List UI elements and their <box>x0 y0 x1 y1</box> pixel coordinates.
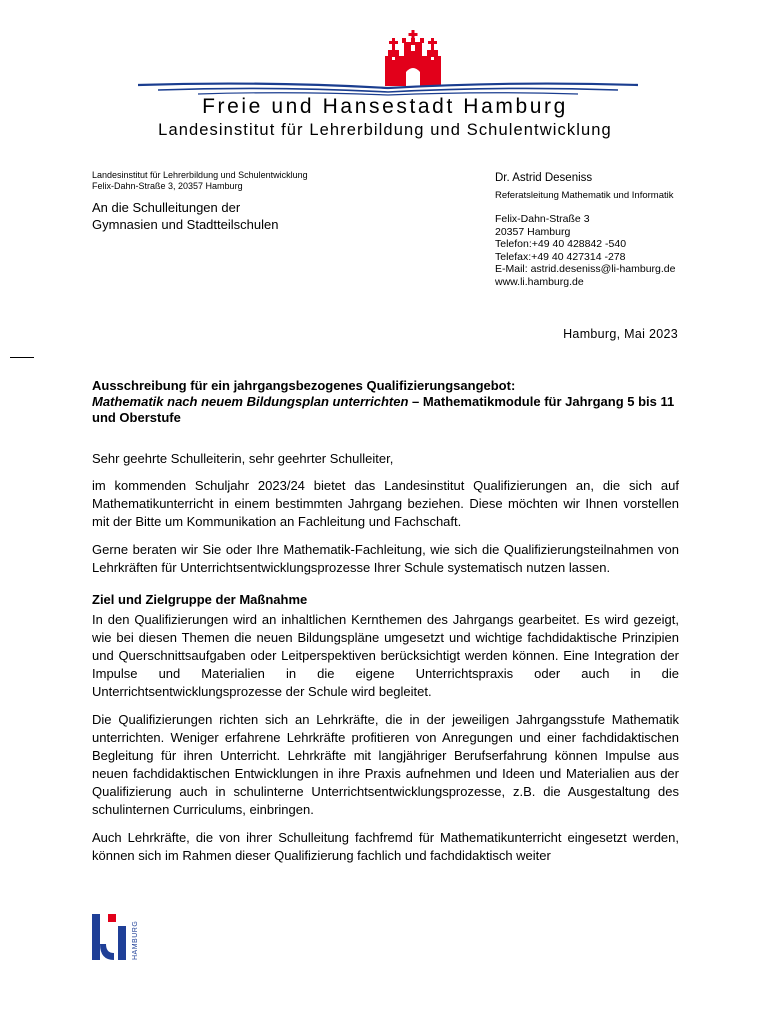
section-heading: Ziel und Zielgruppe der Maßnahme <box>92 592 308 607</box>
blue-waves-decoration <box>138 82 638 96</box>
li-hamburg-logo-icon <box>92 910 140 964</box>
subject-line-1: Ausschreibung für ein jahrgangsbezogenes Qualifizierungsangebot: <box>92 378 516 393</box>
sender-line-1: Landesinstitut für Lehrerbildung und Schulentwicklung <box>92 170 308 180</box>
letter-date: Hamburg, Mai 2023 <box>563 327 678 341</box>
salutation: Sehr geehrte Schulleiterin, sehr geehrter Schulleiter, <box>92 451 394 466</box>
contact-name: Dr. Astrid Deseniss <box>495 172 593 184</box>
contact-street: Felix-Dahn-Straße 3 <box>495 213 590 225</box>
letter-subject <box>92 378 679 426</box>
recipient-line-2: Gymnasien und Stadtteilschulen <box>92 217 279 232</box>
sender-return-address <box>92 170 308 192</box>
contact-city: 20357 Hamburg <box>495 225 571 238</box>
institution-title: Freie und Hansestadt Hamburg <box>202 95 568 118</box>
paragraph-1: im kommenden Schuljahr 2023/24 bietet das Landesinstitut Qualifizierungen an, die sich auf Mathematikunterricht in einem bestimmten Jahrgang beziehen. Diese möchten wir Ihnen vorstellen mit der Bitte um Kommunikation an Fachleitung und Fachschaft. <box>92 478 679 529</box>
paragraph-4: Die Qualifizierungen richten sich an Lehrkräfte, die in der jeweiligen Jahrgangsstufe Mathematik unterrichten. Weniger erfahrene Lehrkräfte profitieren von Anregungen und einer fachdidaktischen Begleitung für ihren Unterricht. Lehrkräfte mit langjähriger Berufserfahrung können Impulse aus neuen fachdidaktischen Entwicklungen in ihre Praxis aufnehmen und Ideen und Materialien aus der Qualifizierung auch in schulinterne Unterrichtsentwicklungsprozesse, z.B. die Ausgestaltung des schulinternen Curriculums, einbringen. <box>92 712 679 817</box>
letter-body <box>92 378 679 865</box>
contact-fax: Telefax:+49 40 427314 -278 <box>495 250 626 263</box>
recipient-address <box>92 199 278 233</box>
contact-role: Referatsleitung Mathematik und Informatik <box>495 190 674 201</box>
contact-block <box>495 172 675 288</box>
subject-italic: Mathematik nach neuem Bildungsplan unterrichten <box>92 394 409 409</box>
sender-line-2: Felix-Dahn-Straße 3, 20357 Hamburg <box>92 181 243 191</box>
paragraph-5: Auch Lehrkräfte, die von ihrer Schulleitung fachfremd für Mathematikunterricht eingesetzt werden, können sich im Rahmen dieser Qualifizierung fachlich und fachdidaktisch weiter <box>92 830 679 863</box>
contact-email: E-Mail: astrid.deseniss@li-hamburg.de <box>495 263 676 275</box>
contact-web: www.li.hamburg.de <box>495 275 584 288</box>
logo-hamburg-text: HAMBURG <box>132 920 139 960</box>
paragraph-3: In den Qualifizierungen wird an inhaltlichen Kernthemen des Jahrgangs gearbeitet. Es wird gezeigt, wie bei diesen Themen die neuen Bildungspläne umgesetzt und wichtige fachdidaktische Prinzipien und Querschnittsaufgaben oder Leitperspektiven berücksichtigt werden können. Eine Integration der Impulse und Materialien in die eigene Unterrichtspraxis oder auch in die Unterrichtsentwicklungsprozesse der Schule wird begleitet. <box>92 612 679 699</box>
fold-mark <box>10 357 34 358</box>
contact-phone: Telefon:+49 40 428842 -540 <box>495 238 627 250</box>
recipient-line-1: An die Schulleitungen der <box>92 200 241 215</box>
subject-rest: – Mathematikmodule für Jahrgang 5 bis 11 und Oberstufe <box>92 394 675 425</box>
paragraph-2: Gerne beraten wir Sie oder Ihre Mathematik-Fachleitung, wie sich die Qualifizierungsteilnahmen von Lehrkräften für Unterrichtsentwicklungsprozesse Ihrer Schule systematisch nutzen lassen. <box>92 542 679 575</box>
hamburg-coat-of-arms-icon <box>380 30 446 90</box>
institution-subtitle: Landesinstitut für Lehrerbildung und Schulentwicklung <box>158 121 612 139</box>
